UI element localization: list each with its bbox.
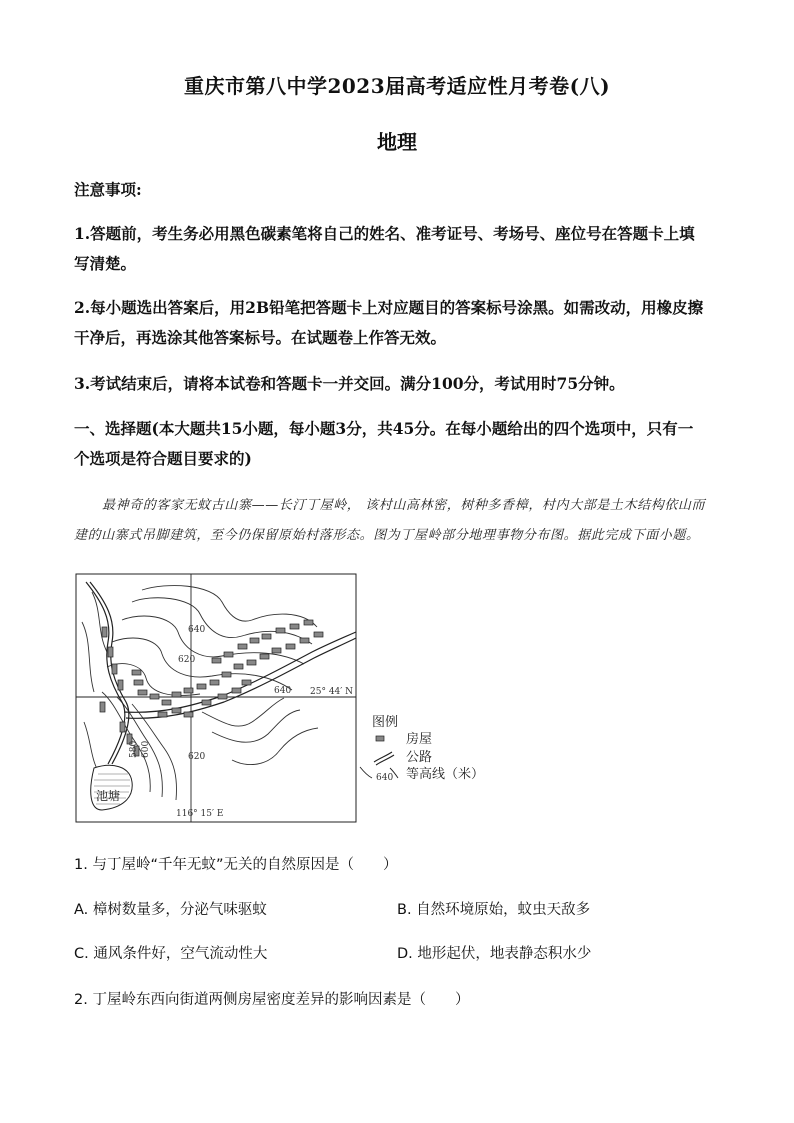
- question-1: 1. 与丁屋岭“千年无蚊”无关的自然原因是（ ）: [74, 857, 398, 873]
- legend-contour-swatch: [360, 767, 372, 778]
- passage-line-2: 建的山寨式吊脚建筑，至今仍保留原始村落形态。图为丁屋岭部分地理事物分布图。据此完成下面小题。: [74, 528, 700, 543]
- pond-label: 池塘: [96, 789, 121, 803]
- note-3: 3.考试结束后，请将本试卷和答题卡一并交回。满分100分，考试用时75分钟。: [74, 374, 625, 393]
- latitude-label: 25° 44′ N: [310, 687, 354, 697]
- legend-title: 图例: [372, 715, 399, 730]
- longitude-label: 116° 15′ E: [176, 809, 224, 819]
- legend-house-label: 房屋: [406, 732, 433, 747]
- note-2-line-2: 干净后，再选涂其他答案标号。在试题卷上作答无效。: [74, 328, 447, 347]
- notes-heading: 注意事项:: [74, 180, 142, 199]
- contour-label-640-top: 640: [188, 625, 206, 635]
- note-2-line-1: 2.每小题选出答案后，用2B铅笔把答题卡上对应题目的答案标号涂黑。如需改动，用橡皮擦: [74, 298, 704, 317]
- question-1-option-c: C. 通风条件好，空气流动性大: [74, 946, 268, 962]
- subject-title: 地理: [377, 130, 417, 154]
- paper-title: 重庆市第八中学2023届高考适应性月考卷(八): [183, 74, 611, 98]
- legend-road-label: 公路: [406, 750, 433, 765]
- legend-contour-sample: 640: [376, 773, 394, 783]
- question-1-option-d: D. 地形起伏，地表静态积水少: [397, 946, 592, 962]
- section-heading-line-1: 一、选择题(本大题共15小题，每小题3分，共45分。在每小题给出的四个选项中，只有一: [74, 419, 694, 438]
- note-1-line-1: 1.答题前，考生务必用黑色碳素笔将自己的姓名、准考证号、考场号、座位号在答题卡上填: [74, 224, 695, 243]
- contour-label-620-bottom: 620: [188, 752, 206, 762]
- legend-house-swatch: [376, 736, 384, 741]
- village-map: [72, 572, 492, 827]
- contour-label-640-right: 640: [274, 686, 292, 696]
- question-2: 2. 丁屋岭东西向街道两侧房屋密度差异的影响因素是（ ）: [74, 992, 470, 1008]
- contour-label-600: 600: [141, 740, 151, 758]
- legend-road-swatch: [374, 752, 394, 765]
- contour-label-620-top: 620: [178, 655, 196, 665]
- note-1-line-2: 写清楚。: [74, 254, 137, 273]
- passage-line-1: 最神奇的客家无蚊古山寨——长汀丁屋岭， 该村山高林密，树种多香樟，村内大部是土木结构依山而: [102, 498, 706, 513]
- question-1-option-a: A. 樟树数量多，分泌气味驱蚊: [74, 902, 267, 918]
- legend-contour-label: 等高线（米）: [406, 767, 485, 782]
- question-1-option-b: B. 自然环境原始，蚊虫天敌多: [397, 902, 591, 918]
- contour-label-580: 580: [129, 740, 139, 758]
- section-heading-line-2: 个选项是符合题目要求的): [74, 449, 252, 468]
